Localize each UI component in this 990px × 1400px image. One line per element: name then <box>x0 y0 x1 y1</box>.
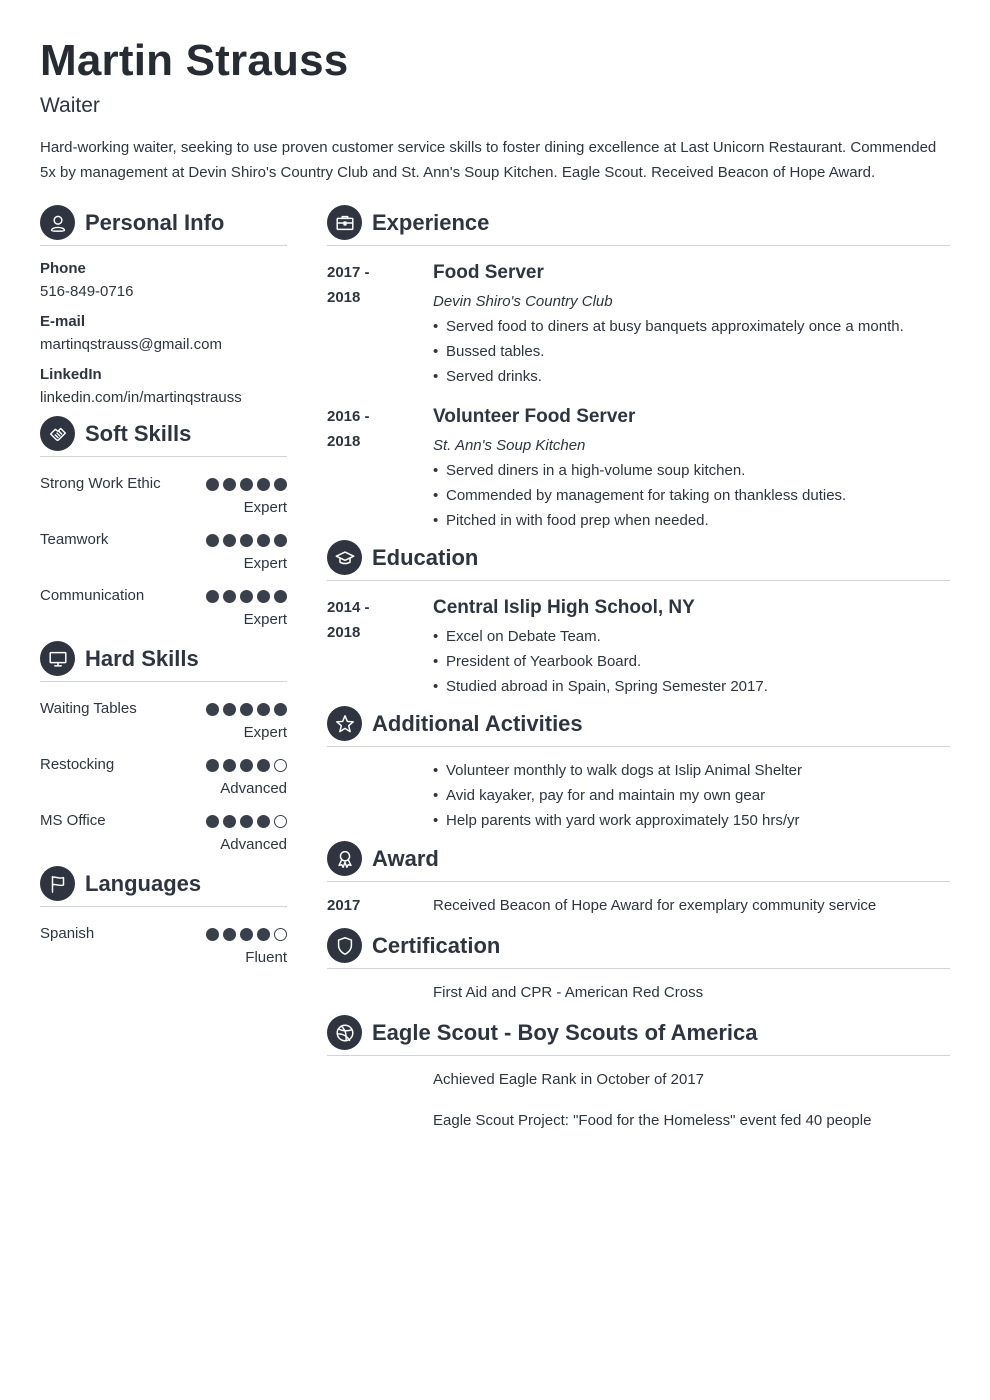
briefcase-icon <box>327 205 362 240</box>
soft-skills-header <box>40 417 287 457</box>
date-start: 2017 - <box>327 264 370 281</box>
email-label: E-mail <box>40 313 86 330</box>
bullet-item: • Served diners in a high-volume soup kitchen. <box>433 458 950 483</box>
entry-body <box>433 404 950 533</box>
bullet-item: • Help parents with yard work approximately 150 hrs/yr <box>433 808 950 833</box>
user-icon <box>40 205 75 240</box>
skill-row <box>40 688 287 744</box>
bullet-list <box>433 314 950 389</box>
rating-dot-empty <box>274 759 287 772</box>
rating-dot-filled <box>223 759 236 772</box>
date-start: 2016 - <box>327 408 370 425</box>
hard-skills-title: Hard Skills <box>85 645 199 671</box>
left-column <box>40 206 287 969</box>
soft-skills-list <box>40 463 287 631</box>
skill-row <box>40 744 287 800</box>
rating-dot-filled <box>257 928 270 941</box>
skill-name: Restocking <box>40 756 115 773</box>
entry-body <box>433 758 950 833</box>
award-entry <box>327 893 950 918</box>
language-rating <box>206 928 287 941</box>
award-year: 2017 <box>327 897 361 914</box>
job-title: Volunteer Food Server <box>433 406 636 427</box>
bullet-item: • Pitched in with food prep when needed. <box>433 508 950 533</box>
rating-dot-filled <box>240 590 253 603</box>
bullet-item: • Served food to diners at busy banquets approximately once a month. <box>433 314 950 339</box>
skill-name: MS Office <box>40 812 106 829</box>
rating-dot-filled <box>223 703 236 716</box>
award-text: Received Beacon of Hope Award for exemplary community service <box>433 897 877 914</box>
rating-dot-filled <box>206 534 219 547</box>
certification-header <box>327 929 950 969</box>
education-entry <box>327 595 950 699</box>
rating-dot-filled <box>240 703 253 716</box>
experience-title: Experience <box>372 209 490 235</box>
education-title: Education <box>372 544 479 570</box>
ball-icon <box>327 1015 362 1050</box>
hard-skills-header <box>40 642 287 682</box>
employer-name: St. Ann's Soup Kitchen <box>433 437 586 454</box>
language-name: Spanish <box>40 925 95 942</box>
skill-level: Expert <box>243 611 287 628</box>
experience-entry <box>327 404 950 533</box>
date-end: 2018 <box>327 289 361 306</box>
entry-body <box>433 1067 950 1133</box>
flag-icon <box>40 866 75 901</box>
rating-dot-filled <box>206 703 219 716</box>
skill-name: Teamwork <box>40 531 109 548</box>
activities-entry <box>327 758 950 833</box>
summary-paragraph: Hard-working waiter, seeking to use proven customer service skills to foster dining excellence at Last Unicorn Restaurant. Commended 5x by management at Devin Shiro's Country Club and St. Ann's Soup Kitchen. Eagle Scout. Received Beacon of Hope Award. <box>40 139 937 181</box>
skill-name: Strong Work Ethic <box>40 475 161 492</box>
entry-date <box>327 404 417 454</box>
award-title: Award <box>372 845 439 871</box>
bullet-item: • Studied abroad in Spain, Spring Semester 2017. <box>433 674 950 699</box>
rating-dot-filled <box>257 815 270 828</box>
personal-info-header <box>40 206 287 246</box>
date-start: 2014 - <box>327 599 370 616</box>
rating-dot-filled <box>274 703 287 716</box>
certification-title: Certification <box>372 932 501 958</box>
phone-value: 516-849-0716 <box>40 283 134 300</box>
skill-rating <box>206 590 287 603</box>
candidate-name: Martin Strauss <box>40 36 349 85</box>
entry-body <box>433 893 950 918</box>
phone-label: Phone <box>40 260 86 277</box>
activities-header <box>327 707 950 747</box>
rating-dot-filled <box>257 703 270 716</box>
skill-level: Advanced <box>220 836 287 853</box>
rating-dot-filled <box>274 590 287 603</box>
soft-skills-title: Soft Skills <box>85 420 192 446</box>
languages-list <box>40 913 287 969</box>
rating-dot-filled <box>223 590 236 603</box>
eagle-scout-line: Eagle Scout Project: "Food for the Homeless" event fed 40 people <box>433 1112 872 1129</box>
entry-body <box>433 980 950 1005</box>
star-icon <box>327 706 362 741</box>
rating-dot-filled <box>257 534 270 547</box>
bullet-list <box>433 458 950 533</box>
candidate-role: Waiter <box>40 94 100 117</box>
rating-dot-filled <box>206 590 219 603</box>
skill-row <box>40 463 287 519</box>
bullet-list <box>433 624 950 699</box>
date-end: 2018 <box>327 433 361 450</box>
bullet-item: • Commended by management for taking on thankless duties. <box>433 483 950 508</box>
rating-dot-filled <box>223 534 236 547</box>
rating-dot-filled <box>206 815 219 828</box>
entry-date <box>327 260 417 310</box>
skill-rating <box>206 534 287 547</box>
experience-entry <box>327 260 950 389</box>
skill-rating <box>206 759 287 772</box>
skill-rating <box>206 815 287 828</box>
rating-dot-filled <box>206 759 219 772</box>
rating-dot-filled <box>223 928 236 941</box>
rating-dot-filled <box>240 928 253 941</box>
rating-dot-filled <box>240 815 253 828</box>
personal-info-block <box>40 260 287 406</box>
personal-info-title: Personal Info <box>85 209 225 235</box>
activities-title: Additional Activities <box>372 710 583 736</box>
skill-name: Communication <box>40 587 145 604</box>
rating-dot-empty <box>274 928 287 941</box>
rating-dot-filled <box>274 478 287 491</box>
eagle-scout-title: Eagle Scout - Boy Scouts of America <box>372 1019 758 1045</box>
bullet-list <box>433 758 950 833</box>
rating-dot-filled <box>206 928 219 941</box>
languages-header <box>40 867 287 907</box>
skill-rating <box>206 478 287 491</box>
entry-body <box>433 260 950 389</box>
medal-icon <box>327 841 362 876</box>
school-name: Central Islip High School, NY <box>433 597 695 618</box>
bullet-item: • President of Yearbook Board. <box>433 649 950 674</box>
rating-dot-filled <box>257 478 270 491</box>
certification-text: First Aid and CPR - American Red Cross <box>433 984 704 1001</box>
employer-name: Devin Shiro's Country Club <box>433 293 613 310</box>
skill-rating <box>206 703 287 716</box>
monitor-icon <box>40 641 75 676</box>
eagle-scout-header <box>327 1016 950 1056</box>
hard-skills-list <box>40 688 287 856</box>
rating-dot-filled <box>240 534 253 547</box>
skill-level: Advanced <box>220 780 287 797</box>
rating-dot-filled <box>223 815 236 828</box>
bullet-item: • Excel on Debate Team. <box>433 624 950 649</box>
eagle-scout-entry <box>327 1067 950 1133</box>
graduation-cap-icon <box>327 540 362 575</box>
languages-title: Languages <box>85 870 202 896</box>
rating-dot-filled <box>240 478 253 491</box>
eagle-scout-line: Achieved Eagle Rank in October of 2017 <box>433 1071 705 1088</box>
certification-entry <box>327 980 950 1005</box>
bullet-item: • Served drinks. <box>433 364 950 389</box>
rating-dot-filled <box>206 478 219 491</box>
bullet-item: • Bussed tables. <box>433 339 950 364</box>
experience-header <box>327 206 950 246</box>
skill-level: Expert <box>243 724 287 741</box>
shield-icon <box>327 928 362 963</box>
education-header <box>327 541 950 581</box>
skill-row <box>40 800 287 856</box>
rating-dot-filled <box>274 534 287 547</box>
email-value: martinqstrauss@gmail.com <box>40 336 222 353</box>
rating-dot-filled <box>257 590 270 603</box>
rating-dot-filled <box>257 759 270 772</box>
rating-dot-empty <box>274 815 287 828</box>
rating-dot-filled <box>223 478 236 491</box>
right-column <box>327 206 950 1133</box>
entry-body <box>433 595 950 699</box>
skill-level: Expert <box>243 499 287 516</box>
skill-level: Expert <box>243 555 287 572</box>
entry-date <box>327 595 417 645</box>
language-row <box>40 913 287 969</box>
award-header <box>327 842 950 882</box>
handshake-icon <box>40 416 75 451</box>
job-title: Food Server <box>433 262 544 283</box>
skill-row <box>40 519 287 575</box>
language-level: Fluent <box>245 949 287 966</box>
rating-dot-filled <box>240 759 253 772</box>
date-end: 2018 <box>327 624 361 641</box>
linkedin-label: LinkedIn <box>40 366 102 383</box>
skill-name: Waiting Tables <box>40 700 137 717</box>
bullet-item: • Avid kayaker, pay for and maintain my own gear <box>433 783 950 808</box>
bullet-item: • Volunteer monthly to walk dogs at Islip Animal Shelter <box>433 758 950 783</box>
skill-row <box>40 575 287 631</box>
linkedin-value: linkedin.com/in/martinqstrauss <box>40 389 242 406</box>
